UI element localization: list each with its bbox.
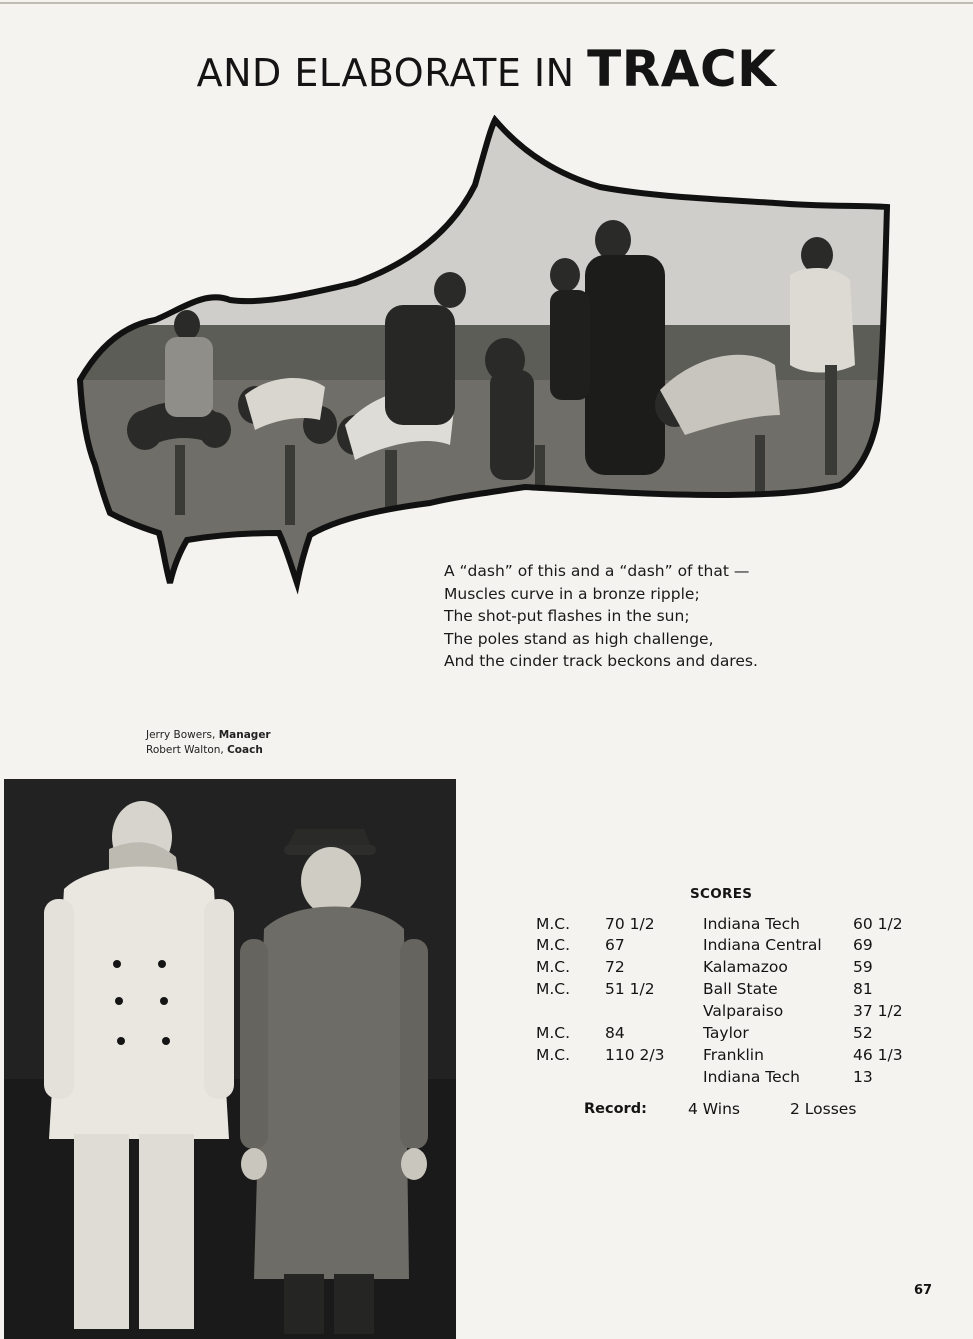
opponent-name: Indiana Central <box>703 936 822 954</box>
score-row <box>0 1000 973 1022</box>
record-losses: 2 Losses <box>790 1100 857 1118</box>
team-name: M.C. <box>536 958 571 976</box>
opponent-score: 69 <box>853 936 873 954</box>
opponent-name: Indiana Tech <box>703 1068 801 1086</box>
scores-heading: SCORES <box>690 886 753 902</box>
record-label: Record: <box>584 1101 647 1117</box>
poem-line: A “dash” of this and a “dash” of that — <box>444 562 750 580</box>
opponent-score: 37 1/2 <box>853 1002 903 1020</box>
poem-line: The shot-put flashes in the sun; <box>444 607 690 625</box>
score-row <box>0 1044 973 1066</box>
score-row <box>0 978 973 1000</box>
score-row <box>0 934 973 956</box>
staff-role: Coach <box>227 744 263 756</box>
opponent-score: 13 <box>853 1068 873 1086</box>
opponent-name: Taylor <box>703 1024 749 1042</box>
opponent-name: Valparaiso <box>703 1002 784 1020</box>
staff-caption <box>146 728 271 758</box>
opponent-name: Indiana Tech <box>703 915 801 933</box>
team-score: 110 2/3 <box>605 1046 665 1064</box>
title-prefix: AND ELABORATE IN <box>196 51 575 95</box>
page-title <box>0 40 973 98</box>
track-start-photo <box>55 115 895 595</box>
staff-name: Robert Walton, <box>146 744 224 756</box>
opponent-score: 60 1/2 <box>853 915 903 933</box>
opponent-name: Franklin <box>703 1046 764 1064</box>
team-score: 84 <box>605 1024 625 1042</box>
team-name: M.C. <box>536 980 571 998</box>
opponent-score: 46 1/3 <box>853 1046 903 1064</box>
record-wins: 4 Wins <box>688 1100 740 1118</box>
team-name: M.C. <box>536 1046 571 1064</box>
score-row <box>0 1066 973 1088</box>
team-name: M.C. <box>536 1024 571 1042</box>
opponent-name: Kalamazoo <box>703 958 788 976</box>
poem-line: The poles stand as high challenge, <box>444 629 714 648</box>
staff-line-coach <box>146 743 271 758</box>
team-name: M.C. <box>536 936 571 954</box>
opponent-score: 81 <box>853 980 873 998</box>
staff-name: Jerry Bowers, <box>146 729 216 741</box>
staff-line-manager <box>146 728 271 743</box>
poem-line: And the cinder track beckons and dares. <box>444 652 758 670</box>
team-score: 70 1/2 <box>605 915 655 933</box>
team-score: 67 <box>605 936 625 954</box>
team-name: M.C. <box>536 915 571 933</box>
opponent-score: 52 <box>853 1024 873 1042</box>
team-score: 72 <box>605 958 625 976</box>
score-row <box>0 913 973 935</box>
title-main: TRACK <box>587 40 777 98</box>
score-row <box>0 1022 973 1044</box>
page-top-rule <box>0 2 973 4</box>
opponent-name: Ball State <box>703 980 778 998</box>
staff-role: Manager <box>218 729 271 741</box>
poem <box>444 560 864 673</box>
page-number: 67 <box>914 1283 933 1298</box>
team-score: 51 1/2 <box>605 980 655 998</box>
poem-line: Muscles curve in a bronze ripple; <box>444 584 700 603</box>
score-row <box>0 956 973 978</box>
opponent-score: 59 <box>853 958 873 976</box>
